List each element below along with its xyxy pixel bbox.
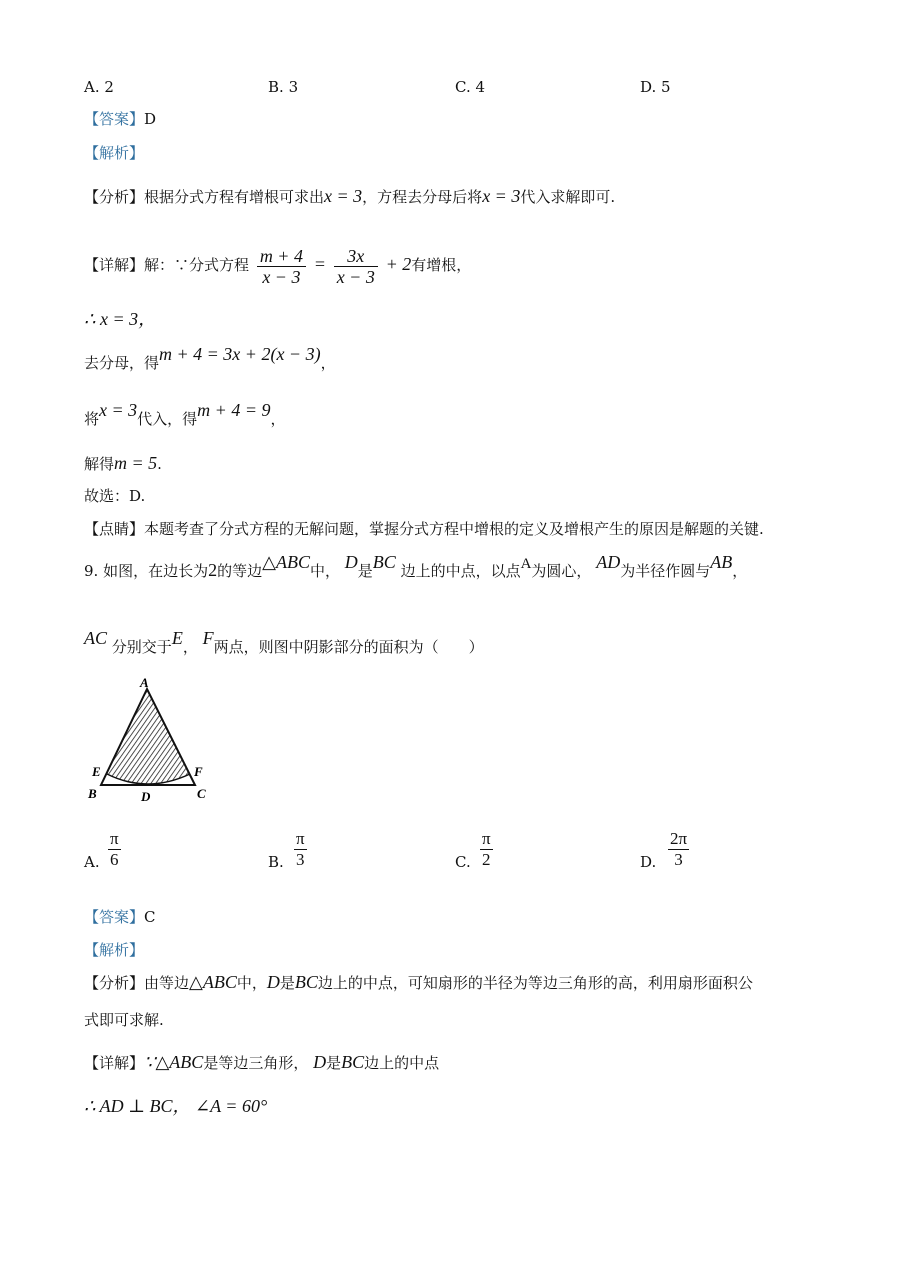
label-d: D — [141, 789, 151, 804]
q9-last-line: ∴ AD ⊥ BC， ∠A = 60° — [84, 1096, 268, 1116]
q8-step4: 解得m = 5. — [84, 453, 162, 473]
answer-value: D — [144, 110, 157, 128]
q8-option-b: B. 3 — [268, 78, 299, 96]
q9-option-a-fraction: $\frac{\pi}{6}$ — [110, 829, 119, 869]
q9-analysis-tag: 【解析】 — [84, 941, 145, 959]
q9-stem-line2: AC 分别交于E， F两点，则图中阴影部分的面积为（ ） — [84, 628, 484, 656]
q9-option-a-letter: A. — [84, 853, 100, 871]
label-c: C — [197, 786, 206, 801]
q9-stem-line1: 9. 如图，在边长为2的等边△ABC中， D是BC 边上的中点，以点A为圆心， AD为半径作圆与AB， — [84, 552, 748, 580]
triangle-figure — [84, 676, 224, 806]
q9-fenxi-line2: 式即可求解. — [84, 1011, 164, 1029]
q9-option-c-letter: C. — [455, 853, 471, 871]
q8-comment: 【点睛】本题考查了分式方程的无解问题，掌握分式方程中增根的定义及增根产生的原因是解题的关键. — [84, 520, 764, 538]
q9-fenxi-line1: 【分析】由等边△ABC中，D是BC边上的中点，可知扇形的半径为等边三角形的高，利用扇形面积公 — [84, 972, 753, 992]
label-b: B — [88, 786, 97, 801]
q8-step2: 去分母，得m + 4 = 3x + 2(x − 3)， — [84, 344, 336, 372]
q8-fenxi-line: 【分析】根据分式方程有增根可求出x = 3，方程去分母后将x = 3代入求解即可. — [84, 186, 616, 206]
q8-analysis-tag: 【解析】 — [84, 144, 145, 162]
q9-option-d-fraction: $\frac{2\pi}{3}$ — [670, 829, 688, 869]
q8-option-c: C. 4 — [455, 78, 486, 96]
q9-answer-line: 【答案】C — [84, 908, 156, 926]
q8-option-d: D. 5 — [640, 78, 671, 96]
q8-choose: 故选：D. — [84, 487, 146, 505]
q8-answer-line — [84, 109, 156, 129]
fraction-1: $\frac{m + 4}{x - 3}$ — [257, 246, 306, 287]
shaded-sector — [107, 689, 190, 784]
q9-option-b-fraction: $\frac{\pi}{3}$ — [296, 829, 305, 869]
q8-step3: 将x = 3代入，得m + 4 = 9， — [84, 400, 286, 428]
q9-option-c-fraction: $\frac{\pi}{2}$ — [482, 829, 491, 869]
q8-option-a: A. 2 — [84, 78, 114, 96]
label-f: F — [194, 764, 203, 779]
fraction-2: $\frac{3x}{x - 3}$ — [334, 246, 378, 287]
q8-step1: ∴ x = 3， — [84, 309, 157, 329]
q9-detail-line: 【详解】∵△ABC是等边三角形， D是BC边上的中点 — [84, 1052, 440, 1072]
q9-option-d-letter: D. — [640, 853, 657, 871]
answer-tag: 【答案】 — [84, 110, 145, 128]
q8-detail-line: 【详解】解：∵分式方程 $\frac{m + 4}{x - 3}$ = $\frac{3x}{x - 3}$ + 2有增根， — [84, 245, 472, 287]
q9-option-b-letter: B. — [268, 853, 284, 871]
label-a: A — [140, 676, 149, 690]
label-e: E — [92, 764, 101, 779]
